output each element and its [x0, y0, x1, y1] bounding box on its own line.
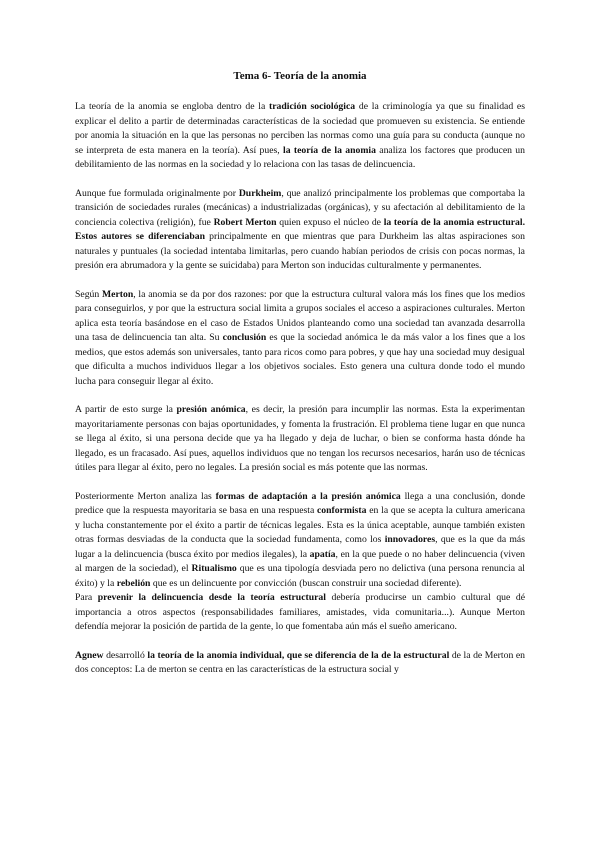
- text-run: es que la sociedad anómica le da más valor a los fines que a los medios, que estos además son universales, tanto para ricos como para pobres, y que hay una sociedad muy desigual que dificulta a muchos individuos llegar a los objetivos sociales. Esto genera una cultura donde todo el mundo lucha para conseguir llegar al éxito.: [75, 332, 525, 387]
- text-run: analiza los factores que producen un debilitamiento de las normas en la sociedad y lo relaciona con las tasas de delincuencia.: [75, 144, 525, 170]
- text-run: llega a una conclusión, donde predice que la respuesta mayoritaria se basa en una respuesta: [75, 490, 525, 516]
- text-run: en la que se acepta la cultura americana y lucha constantemente por el éxito a partir de técnicas legales. Esta es la única aceptable, aunque también existen otras formas desviadas de la conducta que la sociedad fundamenta, como los: [75, 505, 526, 545]
- text-run: principalmente en que mientras que para Durkheim las altas aspiraciones son naturales y puntuales (la sociedad intentaba limitarlas, pero cuando habían periodos de crisis con pocas normas, la presión era abrumadora y la gente se suicidaba) para Merton son inducidas culturalmente y permanentes.: [75, 231, 525, 271]
- bold-text: conformista: [317, 505, 367, 516]
- bold-text: rebelión: [116, 577, 151, 589]
- document-body: [75, 100, 525, 678]
- bold-text: presión anómica: [176, 404, 246, 415]
- bold-text: tradición sociológica: [269, 101, 356, 112]
- text-run: A partir de esto surge la: [75, 404, 177, 415]
- text-run: quien expuso el núcleo de: [276, 216, 384, 228]
- bold-text: prevenir la delincuencia desde la teoría estructural: [97, 592, 326, 603]
- text-run: desarrolló: [103, 649, 148, 661]
- paragraph: [75, 288, 525, 390]
- paragraph: [75, 649, 525, 678]
- text-run: Aunque fue formulada originalmente por: [75, 187, 239, 199]
- text-run: Posteriormente Merton analiza las: [75, 490, 216, 502]
- text-run: Para: [75, 592, 98, 603]
- bold-text: Merton: [102, 288, 134, 300]
- bold-text: la teoría de la anomia estructural. Estos autores se diferenciaban: [75, 216, 525, 242]
- text-run: , la anomia se da por dos razones: por que la estructura cultural valora más los fines que los medios para conseguirlos, y por que la estructura social limita a grupos sociales el acceso a aspiraciones culturales. Merton aplica esta teoría basándose en el caso de Estados Unidos planteando como una sociedad tan avanzada desarrolla una tasa de delincuencia tan alta. Su: [75, 288, 525, 343]
- bold-text: Agnew: [75, 649, 104, 661]
- text-run: de la de Merton en dos conceptos: La de merton se centra en las características de la estructura social y: [75, 649, 525, 675]
- text-run: debería producirse un cambio cultural que dé importancia a otros aspectos (responsabilidades familiares, amistades, vida comunitaria...). Aunque Merton defendía mejorar la posición de partida de la gente, lo que fomentaba aún más el sueño americano.: [75, 592, 525, 632]
- paragraph: [75, 187, 525, 274]
- text-run: que es un delincuente por convicción (buscan construir una sociedad diferente).: [150, 577, 462, 589]
- text-run: , que analizó principalmente los problemas que comportaba la transición de sociedades rurales (mecánicas) a industrializadas (orgánicas), y su afectación al debilitamiento de la conciencia colectiva (religión), fue: [75, 187, 525, 228]
- text-run: , en la que puede o no haber delincuencia (viven al margen de la sociedad), el: [75, 548, 526, 574]
- bold-text: conclusión: [222, 332, 267, 343]
- bold-text: apatía: [309, 548, 336, 560]
- paragraph: [75, 100, 525, 173]
- paragraph: [75, 591, 525, 635]
- bold-text: la teoría de la anomia: [283, 144, 376, 156]
- paragraph: [75, 490, 525, 592]
- paragraph: [75, 403, 525, 476]
- bold-text: Robert Merton: [213, 216, 277, 228]
- text-run: , que es la que da más lugar a la delincuencia (busca éxito por medios ilegales), la: [75, 534, 525, 560]
- document-title: Tema 6- Teoría de la anomia: [233, 70, 367, 82]
- text-run: La teoría de la anomia se engloba dentro de la: [75, 101, 270, 112]
- text-run: de la criminología ya que su finalidad es explicar el delito a partir de determinadas características de la sociedad que promueven su existencia. Se entiende por anomia la situación en la que las personas no perciben las normas como una guía para su conducta (aunque no se interpreta de esta manera en la teoría). Así pues,: [75, 101, 525, 156]
- text-run: Según: [75, 288, 103, 300]
- bold-text: Durkheim: [238, 187, 282, 199]
- text-run: , es decir, la presión para incumplir las normas. Esta la experimentan mayoritariamente personas con bajas oportunidades, y fomenta la frustración. El problema tiene lugar en que nunca se llega al éxito, si una persona decide que ya ha llegado y deja de luchar, o bien se conforma hasta dónde ha llegado, es un fracasado. Así pues, aquellos individuos que no tengan los recursos necesarios, harán uso de técnicas útiles para llegar al éxito, pero no legales. La presión social es más potente que las normas.: [75, 404, 525, 473]
- bold-text: la teoría de la anomia individual, que se diferencia de la de la estructural: [147, 649, 450, 661]
- bold-text: formas de adaptación a la presión anómica: [215, 490, 401, 502]
- bold-text: innovadores: [384, 534, 436, 545]
- bold-text: Ritualismo: [191, 563, 237, 574]
- text-run: que es una tipología desviada pero no delictiva (una persona renuncia al éxito) y la: [75, 563, 526, 589]
